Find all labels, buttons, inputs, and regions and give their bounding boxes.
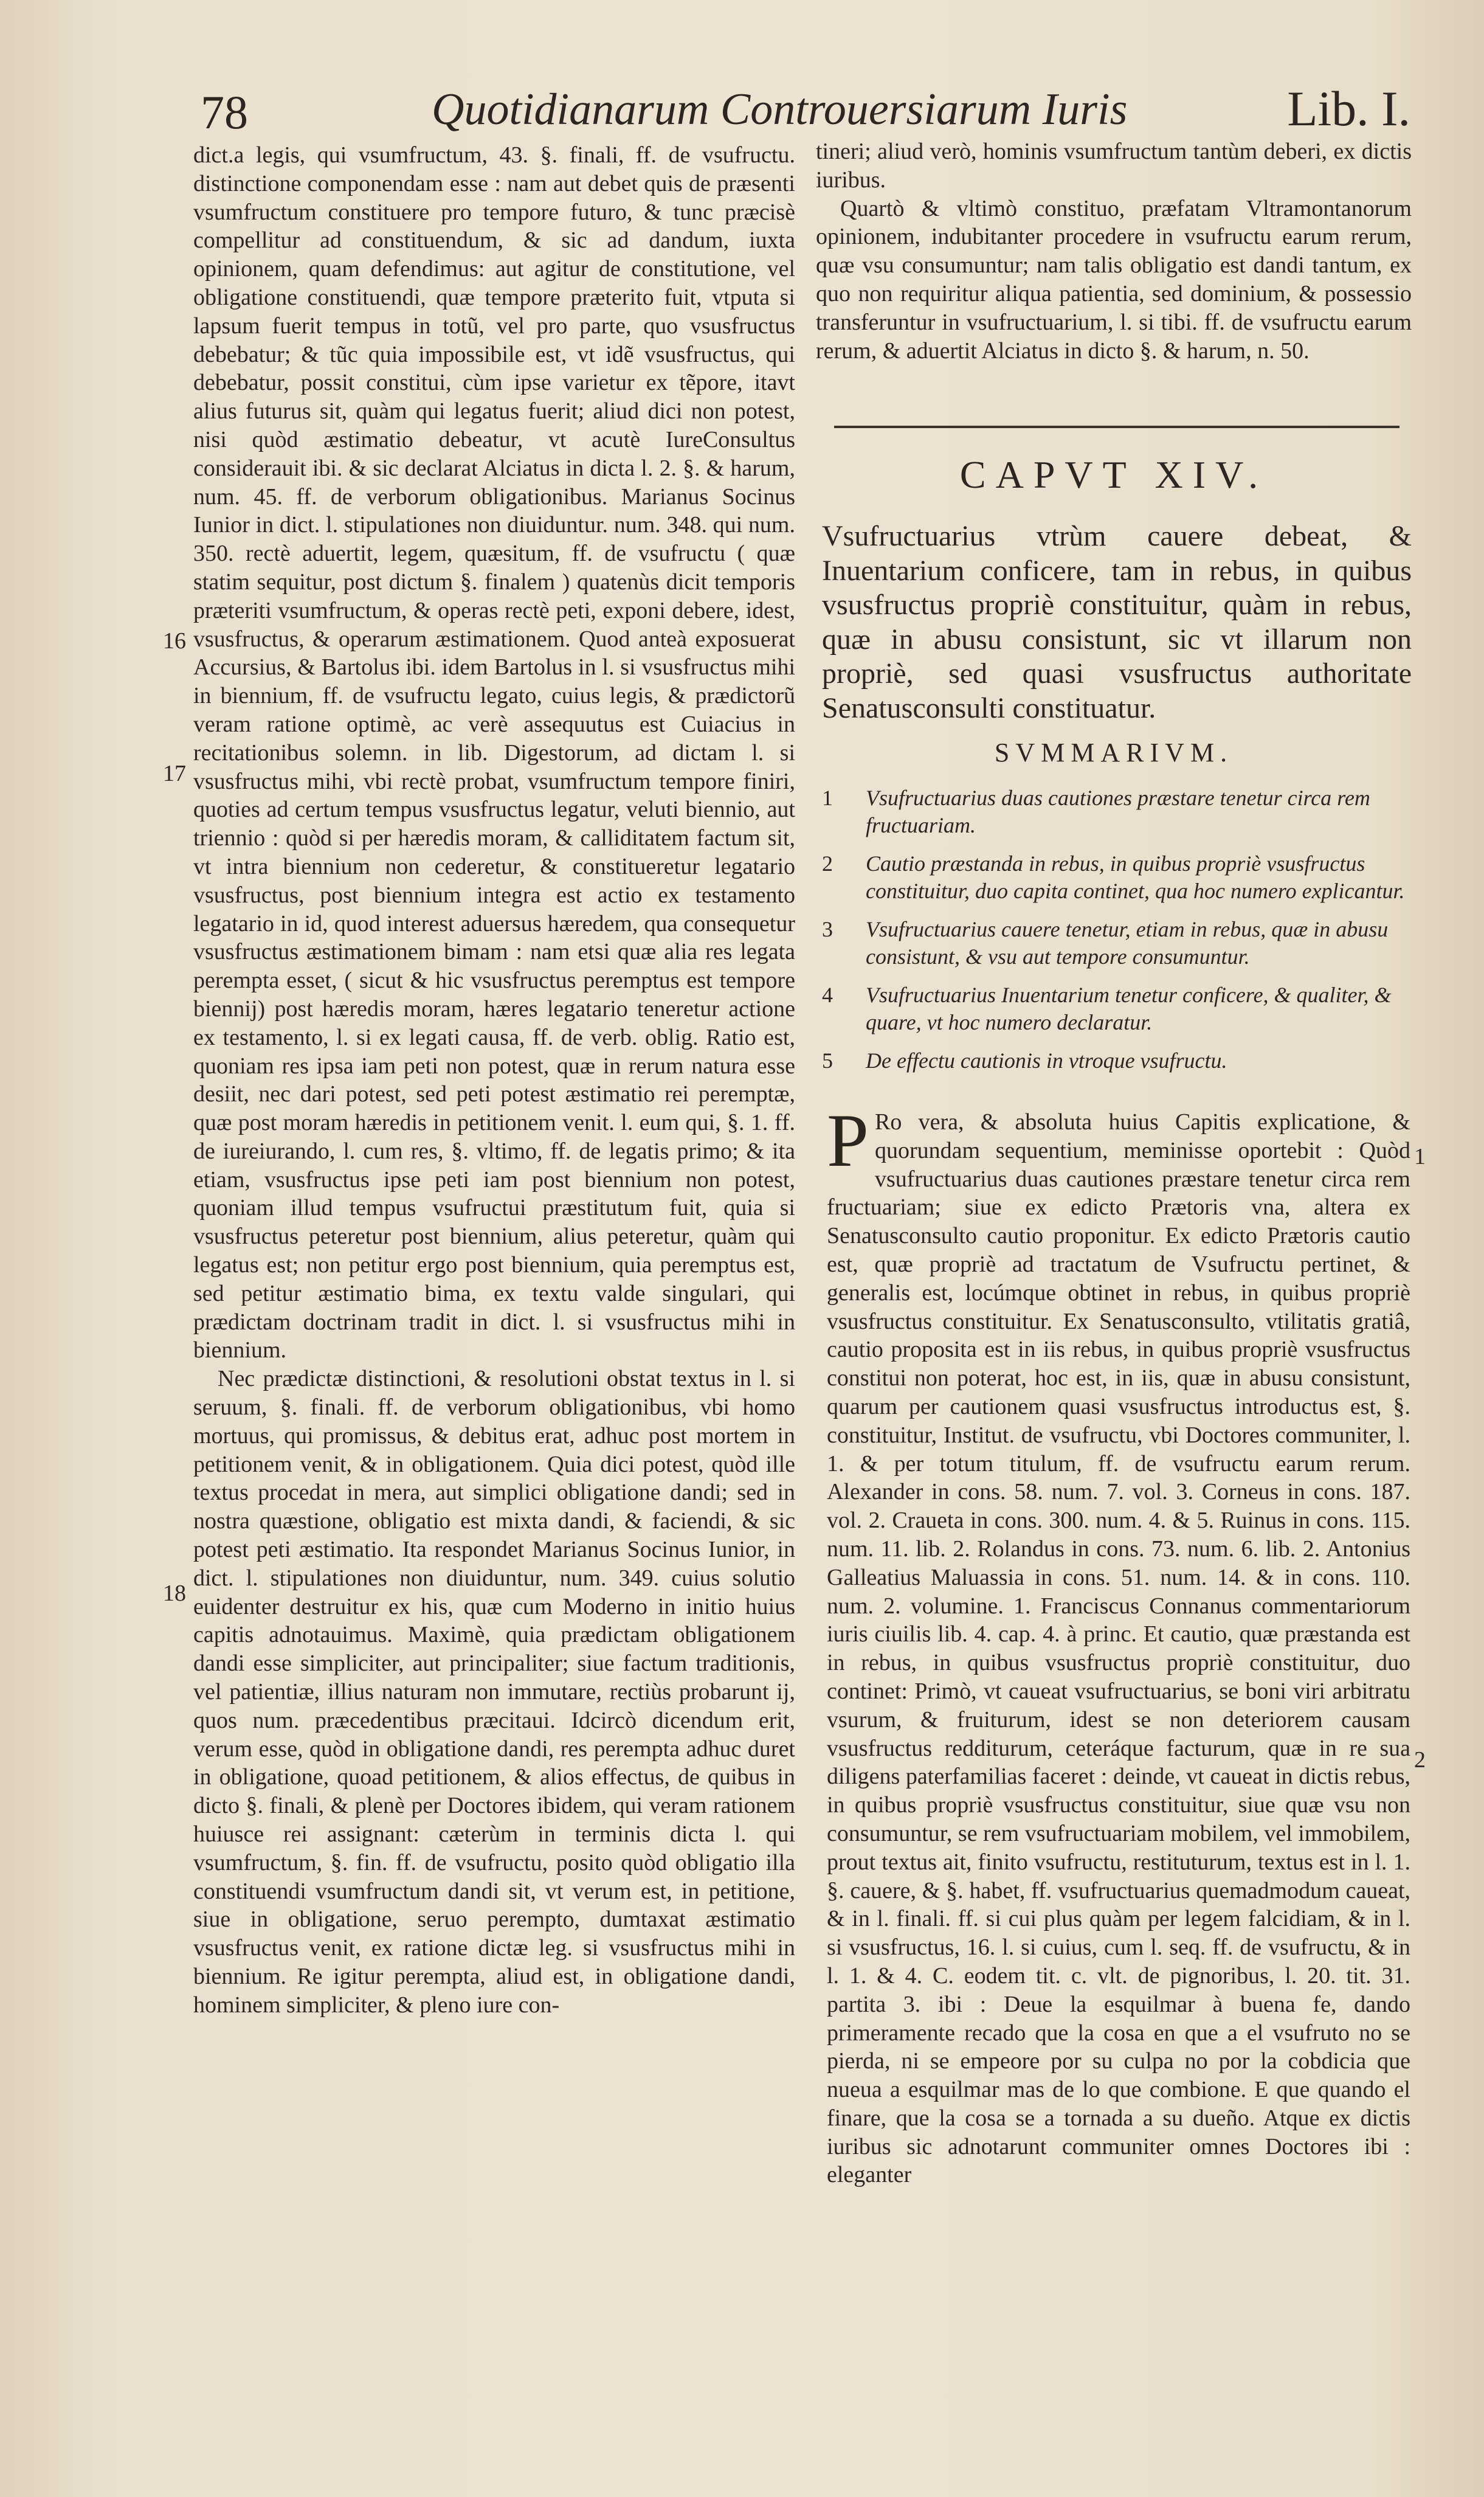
section-divider [834,426,1399,428]
right-column-top [816,137,1412,365]
summary-number: 4 [822,983,833,1007]
page-number: 78 [201,86,248,139]
margin-number-18: 18 [163,1581,186,1606]
chapter-title: CAPVT XIV. [959,453,1268,496]
drop-cap: P [827,1099,869,1182]
left-column [193,141,795,2020]
left-paragraph-1: dict.a legis, qui vsumfructum, 43. §. finali, ff. de vsufructu. distinctione componendam esse : nam aut debet quis de præsenti vsumfructum constituere pro tempore futuro, & tunc præcisè compellitur ad constituendum, & sic ad dandum, iuxta opinionem, quam defendimus: aut agitur de constitutione, vel obligatione constituendi, quæ tempore præterito fuit, vtputa si lapsum fuerit tempus in totũ, vel pro parte, quo vsusfructus debebatur; & tũc quia impossibile est, vt idẽ vsusfructus, qui debebatur, possit constitui, cùm ipse varietur ex tẽpore, itavt alius futurus sit, quàm qui legatus fuerit; aliud dici non potest, nisi quòd æstimatio debeatur, vt acutè IureConsultus considerauit ibi. & sic declarat Alciatus in dicta l. 2. §. & harum, num. 45. ff. de verborum obligationibus. Marianus Socinus Iunior in dict. l. stipulationes non diuiduntur. num. 348. qui num. 350. rectè aduertit, legem, quæsitum, ff. de vsufructu ( quæ statim sequitur, post dictum §. finalem ) quatenùs dicit temporis præteriti vsumfructum, & operas rectè peti, exponi debere, idest, vsusfructus, & operarum æstimationem. Quod anteà exposuerat Accursius, & Bartolus ibi. idem Bartolus in l. si vsusfructus mihi in biennium, ff. de vsufructu legato, cuius legis, & prædictorũ veram ratione optimè, ac verè assequutus est Cuiacius in recitationibus solemn. in lib. Digestorum, ad dictam l. si vsusfructus mihi, vbi rectè probat, vsumfructum tempore finiri, quoties ad certum tempus vsusfructus legatur, veluti biennio, aut triennio : quòd si per hæredis moram, & calliditatem factum sit, vt intra biennium non cederetur, & constitueretur legatario vsusfructus, post biennium integra est actio ex testamento legatario in id, quod interest aduersus hæredem, qua consequetur vsusfructus æstimationem bimam : nam etsi quæ alia res legata perempta esset, ( sicut & hic vsusfructus peremptus est tempore biennij) post hæredis moram, hæres legatario teneretur actione ex testamento, l. si ex legati causa, ff. de verb. oblig. Ratio est, quoniam res ipsa iam peti non potest, quæ in rerum natura esse desiit, nec dari potest, sed peti potest æstimatio rei peremptæ, quæ post moram hæredis in petitionem venit. l. eum qui, §. 1. ff. de iureiurando, l. cum res, §. vltimo, ff. de legatis primo; & ita etiam, vsusfructus ipse peti iam post biennium non potest, quoniam illud tempus vsufructui præstitutum fuit, quia si vsusfructus peteretur post biennium, alius peteretur, quàm qui legatus est; non petitur ergo post biennium, quia peremptus est, sed petitur æstimatio bima, ex textu valde singulari, qui prædictam doctrinam tradit in dict. l. si vsusfructus mihi in biennium. [193,142,795,1363]
book-label: Lib. I. [1287,81,1410,136]
margin-number-16: 16 [163,628,186,654]
summary-item [822,850,1412,905]
margin-number-1: 1 [1414,1144,1426,1169]
margin-number-2: 2 [1414,1747,1426,1773]
summary-text: Vsufructuarius duas cautiones præstare tenetur circa rem fructuariam. [866,786,1370,837]
summary-item [822,1047,1412,1075]
summary-number: 2 [822,851,833,876]
right-top-paragraph-2: Quartò & vltimò constituo, præfatam Vltramontanorum opinionem, indubitanter procedere in vsufructu earum rerum, quæ vsu consumuntur; nam talis obligatio est dandi tantum, ex quo non requiritur aliqua patientia, sed dominium, & possessio transferuntur in vsufructuarium, l. si tibi. ff. de vsufructu earum rerum, & aduertit Alciatus in dicto §. & harum, n. 50. [816,195,1412,364]
summary-text: De effectu cautionis in vtroque vsufructu. [866,1048,1227,1073]
summary-item [822,916,1412,971]
summary-item [822,982,1412,1036]
summary-number: 1 [822,786,833,810]
page-header [201,74,1410,141]
margin-number-17: 17 [163,761,186,786]
chapter-description: Vsufructuarius vtrùm cauere debeat, & Inuentarium conficere, tam in rebus, in quibus vsusfructus propriè constituitur, quàm in rebus, quæ in abusu consistunt, sic vt illarum non propriè, sed quasi vsusfructus authoritate Senatusconsulti constituatur. [822,520,1412,724]
summary-text: Vsufructuarius cauere tenetur, etiam in rebus, quæ in abusu consistunt, & vsu aut tempore consumuntur. [866,917,1389,969]
summary-text: Vsufructuarius Inuentarium tenetur conficere, & qualiter, & quare, vt hoc numero declaratur. [866,983,1392,1034]
body-paragraph: Ro vera, & absoluta huius Capitis explicatione, & quorundam sequentium, meminisse oportebit : Quòd vsufructuarius duas cautiones præstare tenetur circa rem fructuariam; siue ex edicto Prætoris vna, altera ex Senatusconsulto cautio proponitur. Ex edicto Prætoris cautio est, quæ propriè ad tractatum de Vsufructu pertinet, & generalis est, locúmque obtinet in rebus, in quibus propriè vsusfructus constituitur. Ex Senatusconsulto, vtilitatis gratiâ, cautio proposita est in iis rebus, in quibus propriè vsusfructus constitui non poterat, hoc est, in iis, quæ in abusu consistunt, quarum per cautionem quasi vsusfructus introductus est, §. constituitur, Institut. de vsufructu, vbi Doctores communiter, l. 1. & per totum titulum, ff. de vsufructu earum rerum. Alexander in cons. 58. num. 7. vol. 3. Corneus in cons. 187. vol. 2. Craueta in cons. 300. num. 4. & 5. Ruinus in cons. 115. num. 11. lib. 2. Rolandus in cons. 73. num. 6. lib. 2. Antonius Galleatius Maluassia in cons. 51. num. 14. & in cons. 110. num. 2. volumine. 1. Franciscus Connanus commentariorum iuris ciuilis lib. 4. cap. 4. à princ. Et cautio, quæ præstanda est in rebus, in quibus vsusfructus propriè constituitur, duo continet: Primò, vt caueat vsufructuarius, se boni viri arbitratu vsurum, & fruiturum, idest se non deteriorem causam vsusfructus redditurum, ceteráque facturum, quæ in re sua diligens paterfamilias faceret : deinde, vt caueat in dictis rebus, in quibus propriè vsusfructus constituitur, siue quæ vsu non consumuntur, se rem vsufructuariam mobilem, vel immobilem, prout textus ait, finito vsufructu, restituturum, textus est in l. 1. §. cauere, & §. habet, ff. vsufructuarius quemadmodum caueat, & in l. finali. ff. si cui plus quàm per legem falcidiam, & in l. si vsusfructus, 16. l. si cuius, cum l. seq. ff. de vsufructu, & in l. 1. & 4. C. eodem tit. c. vlt. de pignoribus, l. 20. tit. 31. partita 3. ibi : Deue la esquilmar à buena fe, dando primeramente recado que la cosa en que a el vsufruto no se pierda, ni se empeore por su culpa no por la cobdicia que nueua a esquilmar mas de lo que combione. E que quando el finare, que la cosa se a tornada a su dueño. Atque ex dictis iuribus sic adnotarunt communiter omnes Doctores ibi : eleganter [827,1109,1410,2188]
summary-number: 5 [822,1048,833,1073]
chapter-body [827,1099,1410,2189]
summary-number: 3 [822,917,833,941]
running-title: Quotidianarum Controuersiarum Iuris [432,85,1128,134]
right-top-paragraph-1: tineri; aliud verò, hominis vsumfructum tantùm deberi, ex dictis iuribus. [816,139,1412,193]
left-paragraph-2: Nec prædictæ distinctioni, & resolutioni obstat textus in l. si seruum, §. finali. ff. de verborum obligationibus, vbi homo mortuus, qui promissus, & debitus erat, adhuc post mortem in petitionem venit, & in obligationem. Quia dici potest, quòd ille textus procedat in mera, aut simplici obligatione dandi; sed in nostra quæstione, obligatio est mixta dandi, & faciendi, & sic potest peti æstimatio. Ita respondet Marianus Socinus Iunior, in dict. l. stipulationes non diuiduntur, num. 349. cuius solutio euidenter destruitur ex his, quæ cum Moderno in initio huius capitis adnotauimus. Maximè, quia prædictam obligationem dandi esse simpliciter, aut principaliter; siue factum traditionis, vel patientiæ, illius naturam non immutare, rectiùs probarunt ij, quos num. præcedentibus præcitaui. Idcircò dicendum erit, verum esse, quòd in obligatione dandi, res perempta adhuc duret in obligatione, quoad petitionem, & alios effectus, de quibus in dicto §. finali, & plenè per Doctores ibidem, qui veram rationem huiusce rei assignant: cæterùm in terminis dicta l. qui vsumfructum, §. fin. ff. de vsufructu, posito quòd obligatio illa constituendi vsumfructum dandi sit, vt verum est, in petitione, siue in obligatione, seruo perempto, dumtaxat æstimatio vsusfructus venit, ex ratione dictæ leg. si vsusfructus mihi in biennium. Re igitur perempta, aliud est, in obligatione dandi, hominem simpliciter, & pleno iure con- [193,1366,795,2018]
summary-item [822,784,1412,839]
summary-heading: SVMMARIVM. [994,738,1234,767]
summary-text: Cautio præstanda in rebus, in quibus propriè vsusfructus constituitur, duo capita continet, qua hoc numero explicantur. [866,851,1405,903]
summary-list [822,784,1412,1086]
